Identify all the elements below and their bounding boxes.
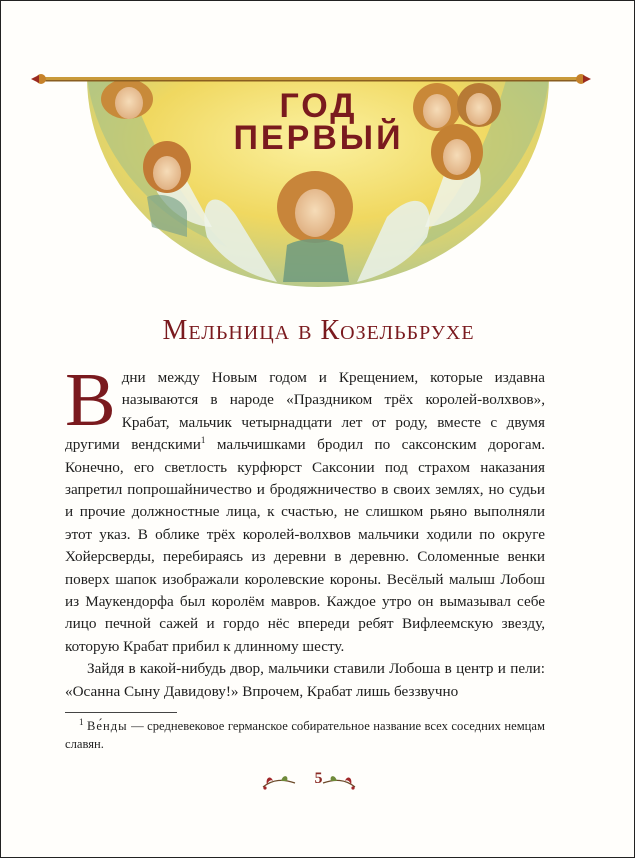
paragraph-1-part-b: мальчишками бродил по саксонским дорогам. Конечно, его светлость курфюрст Саксонии под страхом наказания запретил попрошайничество и бродяжничество в своих землях, но судьи и прочие должностные лица, к счастью, не слишком рьяно выполняли этот указ. В облике трёх королей-волхвов мальчики ходили по округе Хойерсверды, перебираясь из деревни в деревню. Соломенные венки поверх шапок изображали королевские короны. Весёлый малыш Лобош из Маукендорфа был королём мавров. Каждое утро он вымазывал себе лицо печной сажей и гордо нёс впереди ребят Вифлеемскую звезду, которую Крабат прибил к длинному шесту. (65, 436, 545, 655)
footnote-reference[interactable]: 1 (200, 435, 206, 446)
chapter-year-line2: ПЕРВЫЙ (233, 119, 404, 157)
footnote (65, 717, 545, 753)
paragraph-2: Зайдя в какой-нибудь двор, мальчики ставили Лобоша в центр и пели: «Осанна Сыну Давидову!» Впрочем, Крабат лишь беззвучно (65, 660, 545, 700)
paragraph-1 (65, 358, 545, 658)
banner-rod (31, 73, 591, 85)
main-text (65, 358, 545, 703)
flower-ornament-right-icon (319, 769, 359, 793)
paragraph-1-part-a: дни между Новым годом и Крещением, которые издавна называются в народе «Праздником трёх королей-волхвов», Крабат, мальчик четырнадцати лет от роду, вместе с двумя другими вендскими (65, 369, 545, 454)
page-number: 5 (314, 770, 323, 787)
footnote-divider (65, 712, 177, 713)
footnote-text: — средневековое германское собирательное название всех соседних немцам славян. (65, 719, 545, 751)
chapter-title: Мельница в Козельбрухе (162, 315, 475, 346)
chapter-year-line1: ГОД (279, 87, 358, 125)
footnote-term: Ве́нды (86, 719, 128, 733)
drop-cap: В (65, 358, 116, 442)
footnote-marker: 1 (79, 716, 84, 727)
